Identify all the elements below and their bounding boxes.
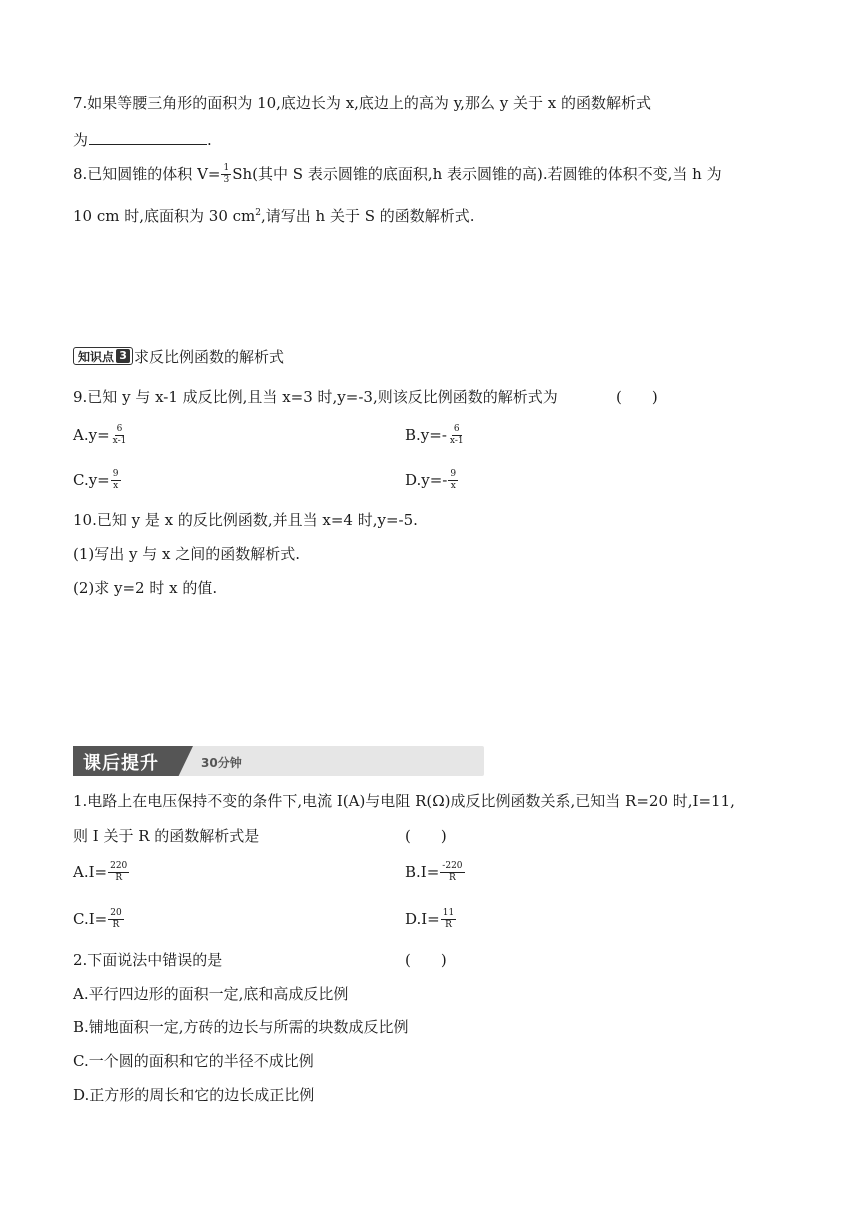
knowledge-point-tag xyxy=(73,347,133,365)
q7-line2 xyxy=(73,128,212,151)
q9-option-b[interactable] xyxy=(405,424,467,448)
p1-c-label: C.I= xyxy=(73,910,108,928)
p1-b-frac xyxy=(440,861,464,884)
q8-line2-b: ,请写出 h 关于 S 的函数解析式. xyxy=(261,207,475,225)
q8-part1: 8.已知圆锥的体积 V= xyxy=(73,165,221,183)
p1-line1: 1.电路上在电压保持不变的条件下,电流 I(A)与电阻 R(Ω)成反比例函数关系,已知当 R=20 时,I=11, xyxy=(73,792,735,810)
q9-paren[interactable]: ( ) xyxy=(616,388,658,406)
knowledge-point-title: 求反比例函数的解析式 xyxy=(134,347,285,366)
q8-line1 xyxy=(73,163,722,187)
p2-option-b[interactable]: B.铺地面积一定,方砖的边长与所需的块数成反比例 xyxy=(73,1018,409,1036)
p1-b-num: -220 xyxy=(442,860,463,871)
q10-stem: 10.已知 y 是 x 的反比例函数,并且当 x=4 时,y=-5. xyxy=(73,511,418,529)
p1-c-den: R xyxy=(112,919,120,930)
q9-d-den: x xyxy=(450,480,456,491)
p1-paren[interactable]: ( ) xyxy=(405,827,447,845)
q9-b-num: 6 xyxy=(453,423,460,434)
p1-c-frac xyxy=(108,908,123,931)
p2-paren[interactable]: ( ) xyxy=(405,951,447,969)
p2-option-d[interactable]: D.正方形的周长和它的边长成正比例 xyxy=(73,1086,315,1104)
p1-line2: 则 I 关于 R 的函数解析式是 xyxy=(73,827,260,845)
q9-a-den: x-1 xyxy=(112,435,127,446)
q10-sub1: (1)写出 y 与 x 之间的函数解析式. xyxy=(73,545,301,563)
p2-stem: 2.下面说法中错误的是 xyxy=(73,951,223,969)
p1-d-label: D.I= xyxy=(405,910,440,928)
kp-number: 3 xyxy=(116,349,130,363)
p1-a-den: R xyxy=(115,872,123,883)
q9-a-label: A.y= xyxy=(73,426,110,444)
kp-tag-text: 知识点 xyxy=(78,349,115,364)
q9-b-frac xyxy=(448,424,466,447)
p1-a-frac xyxy=(108,861,129,884)
q10-sub2: (2)求 y=2 时 x 的值. xyxy=(73,579,218,597)
q7-line1: 7.如果等腰三角形的面积为 10,底边长为 x,底边上的高为 y,那么 y 关于 x 的函数解析式 xyxy=(73,94,651,112)
p1-d-num: 11 xyxy=(442,907,455,918)
q9-c-frac xyxy=(111,469,121,492)
p1-a-num: 220 xyxy=(110,860,128,871)
q7-answer-blank[interactable] xyxy=(89,128,207,145)
q8-fraction xyxy=(221,163,231,186)
q8-line2-a: 10 cm 时,底面积为 30 cm xyxy=(73,207,256,225)
q9-d-label: D.y=- xyxy=(405,471,448,489)
section-banner xyxy=(73,746,484,776)
p1-a-label: A.I= xyxy=(73,863,108,881)
p2-option-c[interactable]: C.一个圆的面积和它的半径不成比例 xyxy=(73,1052,314,1070)
q8-line2 xyxy=(73,205,475,227)
p1-d-den: R xyxy=(445,919,452,930)
p2-option-a[interactable]: A.平行四边形的面积一定,底和高成反比例 xyxy=(73,985,349,1003)
p1-c-num: 20 xyxy=(110,907,122,918)
p1-b-label: B.I= xyxy=(405,863,440,881)
q9-c-label: C.y= xyxy=(73,471,110,489)
q9-a-frac xyxy=(111,424,129,447)
q9-d-frac xyxy=(448,469,458,492)
q7-prefix: 为 xyxy=(73,131,89,149)
p1-option-d[interactable] xyxy=(405,908,457,932)
q9-option-c[interactable] xyxy=(73,469,122,493)
q9-stem: 9.已知 y 与 x-1 成反比例,且当 x=3 时,y=-3,则该反比例函数的解析式为 xyxy=(73,388,558,406)
p1-option-c[interactable] xyxy=(73,908,125,932)
q9-option-a[interactable] xyxy=(73,424,129,448)
q9-a-num: 6 xyxy=(116,423,123,434)
p1-option-b[interactable] xyxy=(405,861,466,885)
q8-part2: Sh(其中 S 表示圆锥的底面积,h 表示圆锥的高).若圆锥的体积不变,当 h 为 xyxy=(232,165,722,183)
q8-frac-den: 3 xyxy=(223,174,230,185)
knowledge-point-3 xyxy=(73,346,284,366)
q9-d-num: 9 xyxy=(450,468,457,479)
q7-suffix: . xyxy=(207,131,212,149)
p1-b-den: R xyxy=(449,872,456,883)
q9-b-den: x-1 xyxy=(449,435,464,446)
q9-stem-line xyxy=(73,386,558,408)
banner-time: 30分钟 xyxy=(201,756,242,770)
p1-d-frac xyxy=(441,908,456,931)
banner-title: 课后提升 xyxy=(83,753,159,774)
q9-c-num: 9 xyxy=(112,468,119,479)
q9-b-label: B.y=- xyxy=(405,426,447,444)
q8-sup: 2 xyxy=(255,208,261,218)
q9-option-d[interactable] xyxy=(405,469,459,493)
q9-c-den: x xyxy=(113,480,119,491)
p1-option-a[interactable] xyxy=(73,861,130,885)
q8-frac-num: 1 xyxy=(223,162,230,173)
